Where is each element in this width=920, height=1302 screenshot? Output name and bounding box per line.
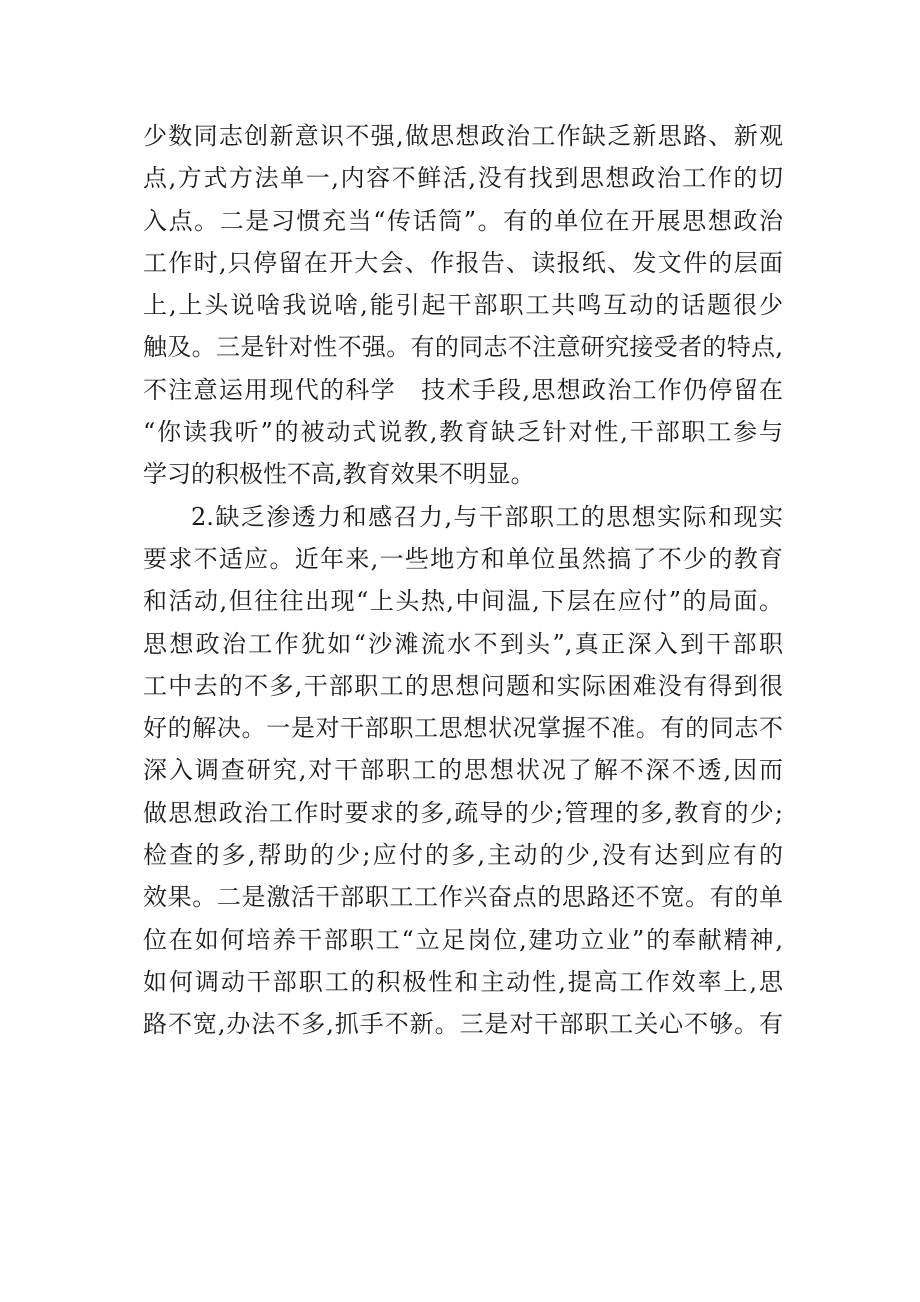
text-line: 少数同志创新意识不强,做思想政治工作缺乏新思路、新观 (143, 122, 783, 150)
paragraph-start-line: 2.缺乏渗透力和感召力,与干部职工的思想实际和现实 (191, 502, 783, 531)
text-line: 深入调查研究,对干部职工的思想状况了解不深不透,因而 (143, 756, 783, 785)
text-line: 不注意运用现代的科学 技术手段,思想政治工作仍停留在 (143, 375, 783, 404)
text-line: 效果。二是激活干部职工工作兴奋点的思路还不宽。有的单 (143, 883, 783, 912)
text-line: 路不宽,办法不多,抓手不新。三是对干部职工关心不够。有 (143, 1010, 783, 1039)
text-line: 要求不适应。近年来,一些地方和单位虽然搞了不少的教育 (143, 544, 783, 573)
text-line: 好的解决。一是对干部职工思想状况掌握不准。有的同志不 (143, 714, 783, 743)
text-line: 如何调动干部职工的积极性和主动性,提高工作效率上,思 (143, 967, 783, 996)
text-line: “你读我听”的被动式说教,教育缺乏针对性,干部职工参与 (143, 418, 783, 447)
text-line: 检查的多,帮助的少;应付的多,主动的少,没有达到应有的 (143, 841, 783, 870)
text-line: 触及。三是针对性不强。有的同志不注意研究接受者的特点, (143, 333, 783, 362)
text-line: 位在如何培养干部职工“立足岗位,建功立业”的奉献精神, (143, 925, 783, 954)
text-line: 入点。二是习惯充当“传话筒”。有的单位在开展思想政治 (143, 206, 783, 235)
text-line: 工作时,只停留在开大会、作报告、读报纸、发文件的层面 (143, 248, 783, 277)
text-line: 点,方式方法单一,内容不鲜活,没有找到思想政治工作的切 (143, 164, 783, 193)
text-line: 做思想政治工作时要求的多,疏导的少;管理的多,教育的少; (143, 798, 783, 827)
text-line: 学习的积极性不高,教育效果不明显。 (143, 460, 535, 489)
text-line: 思想政治工作犹如“沙滩流水不到头”,真正深入到干部职 (143, 629, 783, 658)
text-line: 和活动,但往往出现“上头热,中间温,下层在应付”的局面。 (143, 587, 783, 616)
text-line: 上,上头说啥我说啥,能引起干部职工共鸣互动的话题很少 (143, 291, 783, 320)
body-text (143, 115, 783, 1046)
text-line: 工中去的不多,干部职工的思想问题和实际困难没有得到很 (143, 671, 783, 700)
